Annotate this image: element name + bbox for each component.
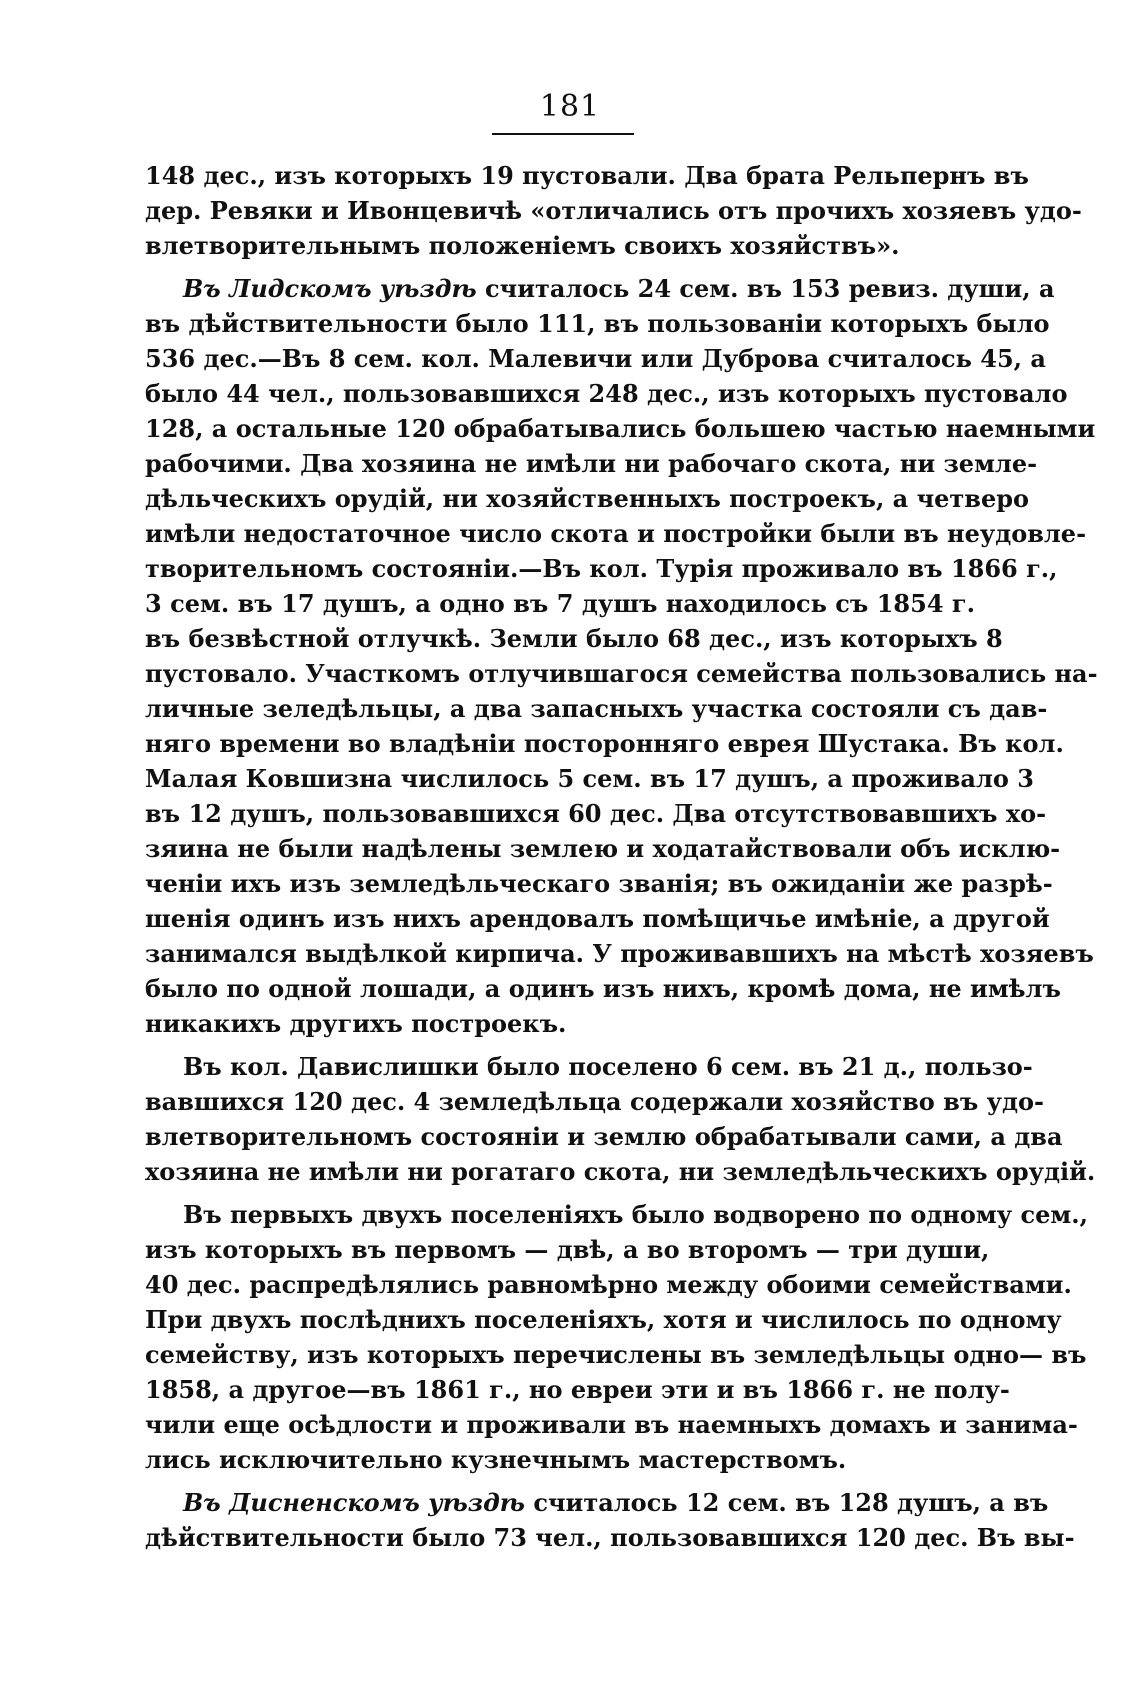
line-text: дѣльческихъ орудій, ни хозяйственныхъ построекъ, а четверо bbox=[145, 484, 1030, 513]
page-number: 181 bbox=[539, 89, 601, 124]
text-line bbox=[145, 1197, 1088, 1232]
text-line bbox=[145, 446, 1038, 481]
text-line bbox=[145, 551, 1058, 586]
line-text: 148 дес., изъ которыхъ 19 пустовали. Два брата Рельпернъ въ bbox=[145, 161, 1029, 190]
text-line bbox=[145, 1442, 975, 1477]
line-text: лись исключительно кузнечнымъ мастерствомъ. bbox=[145, 1445, 847, 1474]
line-text: влетворительномъ состояніи и землю обрабатывали сами, а два bbox=[145, 1122, 1063, 1151]
line-text: имѣли недостаточное число скота и постройки были въ неудовле- bbox=[145, 519, 1087, 548]
line-text: занимался выдѣлкой кирпича. У проживавшихъ на мѣстѣ хозяевъ bbox=[145, 939, 1094, 968]
line-text: Малая Ковшизна числилось 5 сем. въ 17 душъ, а проживало 3 bbox=[145, 764, 1034, 793]
paragraph bbox=[145, 158, 1082, 263]
line-text: дѣйствительности было 73 чел., пользовавшихся 120 дес. Въ вы- bbox=[145, 1523, 1075, 1552]
line-text: вавшихся 120 дес. 4 земледѣльца содержали хозяйство въ удо- bbox=[145, 1087, 1044, 1116]
line-text: 536 дес.—Въ 8 сем. кол. Малевичи или Дуброва считалось 45, а bbox=[145, 344, 1046, 373]
line-text: въ безвѣстной отлучкѣ. Земли было 68 дес., изъ которыхъ 8 bbox=[145, 624, 1003, 653]
line-text: 3 сем. въ 17 душъ, а одно въ 7 душъ находилось съ 1854 г. bbox=[145, 589, 975, 618]
line-text: чили еще осѣдлости и проживали въ наемныхъ домахъ и занима- bbox=[145, 1410, 1078, 1439]
text-line bbox=[145, 1232, 990, 1267]
line-text: изъ которыхъ въ первомъ — двѣ, а во второмъ — три души, bbox=[145, 1235, 990, 1264]
line-text: ченіи ихъ изъ земледѣльческаго званія; въ ожиданіи же разрѣ- bbox=[145, 869, 1053, 898]
line-text: никакихъ другихъ построекъ. bbox=[145, 1009, 567, 1038]
italic-heading: Въ Дисненскомъ уѣздѣ bbox=[183, 1488, 525, 1517]
text-line bbox=[145, 1049, 1033, 1084]
text-line bbox=[145, 1337, 1087, 1372]
text-line bbox=[145, 481, 1030, 516]
text-line bbox=[145, 411, 1096, 446]
line-text: хозяина не имѣли ни рогатаго скота, ни земледѣльческихъ орудій. bbox=[145, 1157, 1096, 1186]
line-text: влетворительнымъ положеніемъ своихъ хозяйствъ». bbox=[145, 231, 900, 260]
paragraph bbox=[145, 1197, 1088, 1477]
paragraph bbox=[145, 271, 1098, 1041]
text-line bbox=[145, 1485, 1049, 1520]
line-text: Въ кол. Давислишки было поселено 6 сем. въ 21 д., пользо- bbox=[183, 1052, 1033, 1081]
text-line bbox=[145, 1119, 1063, 1154]
line-text: дер. Ревяки и Ивонцевичѣ «отличались отъ прочихъ хозяевъ удо- bbox=[145, 196, 1082, 225]
text-line bbox=[145, 1407, 1078, 1442]
paragraph bbox=[145, 1049, 1096, 1189]
text-line bbox=[145, 376, 1068, 411]
line-text: въ дѣйствительности было 111, въ пользованіи которыхъ было bbox=[145, 309, 1050, 338]
text-line bbox=[145, 971, 1061, 1006]
text-line bbox=[145, 796, 1047, 831]
text-line bbox=[145, 1372, 1010, 1407]
text-line bbox=[145, 158, 1029, 193]
paragraph bbox=[145, 1485, 1075, 1555]
line-text: няго времени во владѣніи посторонняго еврея Шустака. Въ кол. bbox=[145, 729, 1064, 758]
text-line bbox=[145, 901, 1050, 936]
line-text: рабочими. Два хозяина не имѣли ни рабочаго скота, ни земле- bbox=[145, 449, 1038, 478]
text-line bbox=[145, 306, 1050, 341]
line-text: было 44 чел., пользовавшихся 248 дес., изъ которыхъ пустовало bbox=[145, 379, 1068, 408]
text-line bbox=[145, 1084, 1044, 1119]
line-text: пустовало. Участкомъ отлучившагося семейства пользовались на- bbox=[145, 659, 1098, 688]
body-text bbox=[145, 158, 1098, 1563]
text-line bbox=[145, 193, 1082, 228]
text-line bbox=[145, 516, 1087, 551]
line-text: считалось 24 сем. въ 153 ревиз. души, а bbox=[476, 274, 1055, 303]
text-line bbox=[145, 831, 1061, 866]
text-line bbox=[145, 1302, 1062, 1337]
line-text: зяина не были надѣлены землею и ходатайствовали объ исклю- bbox=[145, 834, 1061, 863]
line-text: Въ первыхъ двухъ поселеніяхъ было водворено по одному сем., bbox=[183, 1200, 1088, 1229]
line-text: 128, а остальные 120 обрабатывались большею частью наемными bbox=[145, 414, 1096, 443]
line-text: шенія одинъ изъ нихъ арендовалъ помѣщичье имѣніе, а другой bbox=[145, 904, 1050, 933]
line-text: въ 12 душъ, пользовавшихся 60 дес. Два отсутствовавшихъ хо- bbox=[145, 799, 1047, 828]
line-text: 40 дес. распредѣлялись равномѣрно между обоими семействами. bbox=[145, 1270, 1072, 1299]
text-line bbox=[145, 1154, 1096, 1189]
line-text: было по одной лошади, а одинъ изъ нихъ, кромѣ дома, не имѣлъ bbox=[145, 974, 1061, 1003]
line-text: семейству, изъ которыхъ перечислены въ земледѣльцы одно— въ bbox=[145, 1340, 1087, 1369]
text-line bbox=[145, 936, 1094, 971]
line-text: личные зеледѣльцы, а два запасныхъ участка состояли съ дав- bbox=[145, 694, 1048, 723]
line-text: считалось 12 сем. въ 128 душъ, а въ bbox=[525, 1488, 1049, 1517]
text-line bbox=[145, 761, 1034, 796]
text-line bbox=[145, 228, 975, 263]
text-line bbox=[145, 866, 1053, 901]
line-text: творительномъ состояніи.—Въ кол. Турія проживало въ 1866 г., bbox=[145, 554, 1058, 583]
text-line bbox=[145, 1520, 1075, 1555]
line-text: При двухъ послѣднихъ поселеніяхъ, хотя и числилось по одному bbox=[145, 1305, 1062, 1334]
italic-heading: Въ Лидскомъ уѣздѣ bbox=[183, 274, 477, 303]
text-line bbox=[145, 1006, 975, 1041]
text-line bbox=[145, 691, 1048, 726]
text-line bbox=[145, 621, 1003, 656]
text-line bbox=[145, 271, 1055, 306]
text-line bbox=[145, 656, 1098, 691]
text-line bbox=[145, 726, 1064, 761]
line-text: 1858, а другое—въ 1861 г., но евреи эти и въ 1866 г. не полу- bbox=[145, 1375, 1010, 1404]
text-line bbox=[145, 586, 975, 621]
text-line bbox=[145, 1267, 1072, 1302]
text-line bbox=[145, 341, 1046, 376]
page-number-rule bbox=[492, 133, 634, 135]
